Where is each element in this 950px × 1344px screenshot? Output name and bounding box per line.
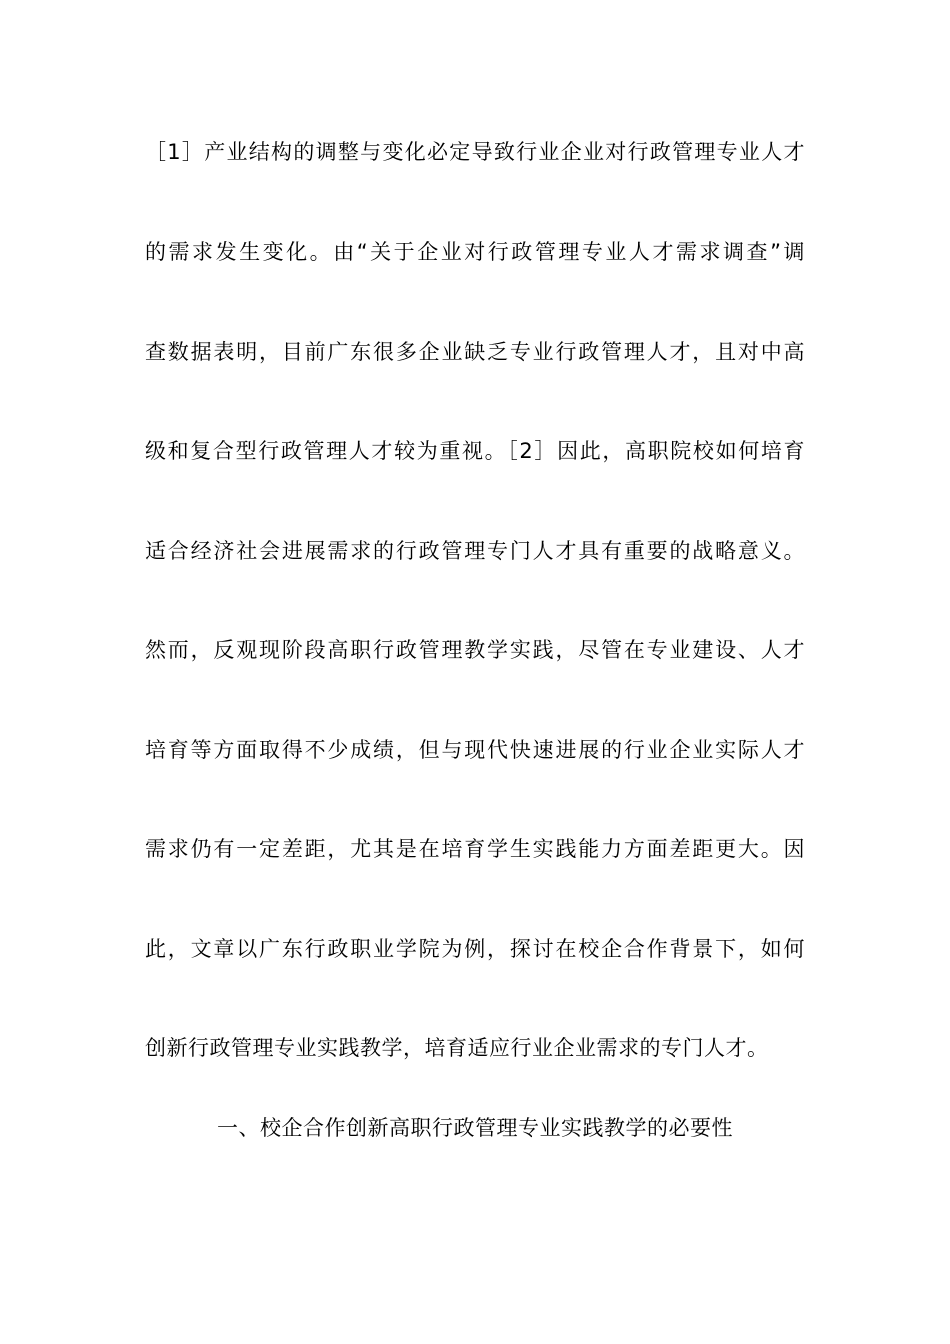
section-heading: 一、校企合作创新高职行政管理专业实践教学的必要性 — [217, 1116, 733, 1140]
body-text-line-5: 适合经济社会进展需求的行政管理专门人才具有重要的战略意义。 — [145, 539, 805, 563]
body-text-line-4: 级和复合型行政管理人才较为重视。［2］因此，高职院校如何培育 — [145, 439, 805, 463]
body-text-line-3: 查数据表明，目前广东很多企业缺乏专业行政管理人才，且对中高 — [145, 340, 805, 364]
body-text-line-9: 此，文章以广东行政职业学院为例，探讨在校企合作背景下，如何 — [145, 937, 805, 961]
body-text-line-6: 然而，反观现阶段高职行政管理教学实践，尽管在专业建设、人才 — [145, 638, 805, 662]
body-text-line-7: 培育等方面取得不少成绩，但与现代快速进展的行业企业实际人才 — [145, 738, 805, 762]
body-text-line-1: ［1］产业结构的调整与变化必定导致行业企业对行政管理专业人才 — [145, 140, 805, 164]
body-text-line-8: 需求仍有一定差距，尤其是在培育学生实践能力方面差距更大。因 — [145, 837, 805, 861]
body-text-line-2: 的需求发生变化。由“关于企业对行政管理专业人才需求调查”调 — [145, 240, 805, 264]
body-text-line-10: 创新行政管理专业实践教学，培育适应行业企业需求的专门人才。 — [145, 1036, 769, 1060]
